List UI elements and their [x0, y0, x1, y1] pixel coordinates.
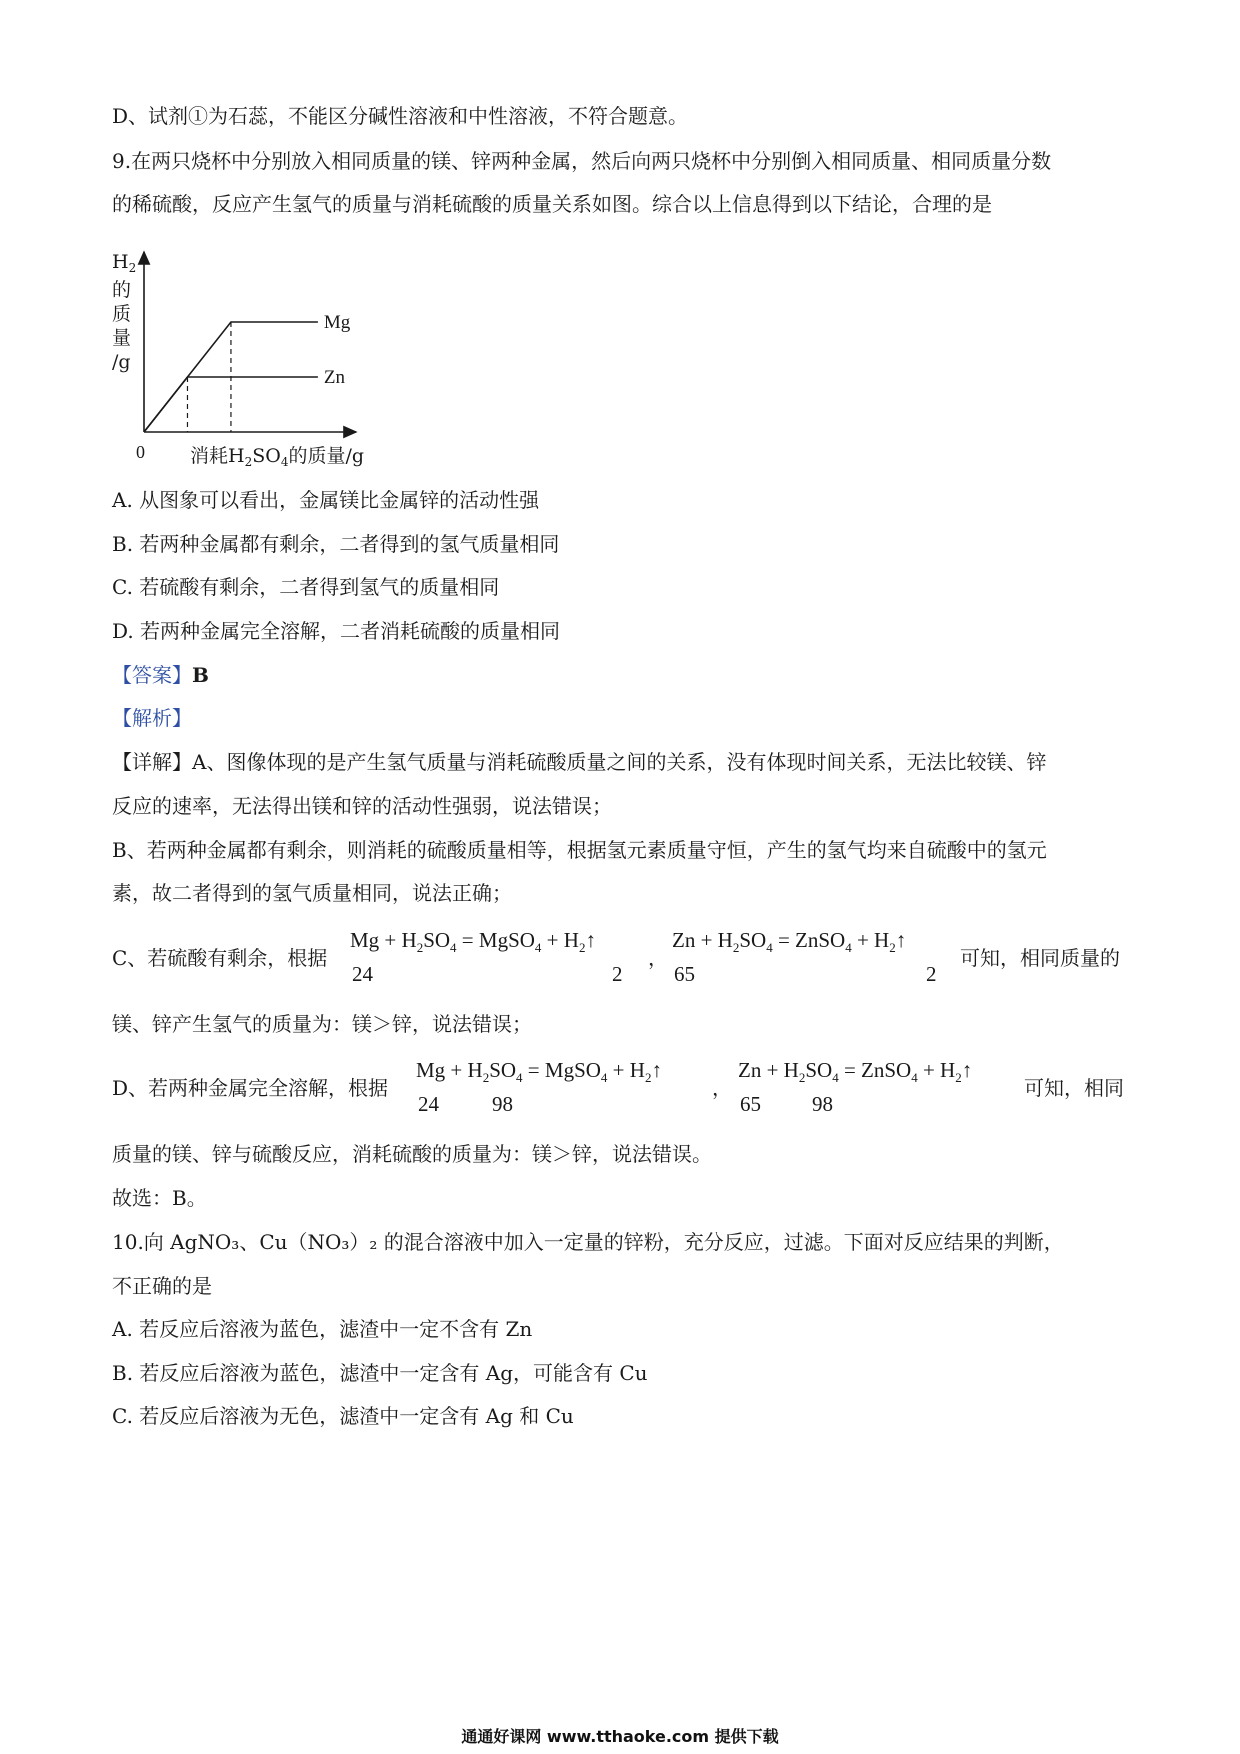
q10-option-c: C. 若反应后溶液为无色，滤渣中一定含有 Ag 和 Cu	[112, 1404, 574, 1428]
q10-stem-line-1: 10.向 AgNO₃、Cu（NO₃）₂ 的混合溶液中加入一定量的锌粉，充分反应，过滤。下面对反应结果的判断，	[112, 1230, 1064, 1254]
svg-text:/g: /g	[112, 351, 131, 373]
q9-option-b: B. 若两种金属都有剩余，二者得到的氢气质量相同	[112, 532, 560, 556]
detail-d-prefix: D、若两种金属完全溶解，根据	[112, 1076, 389, 1100]
y-axis-label	[112, 251, 136, 373]
detail-b-line-1: B、若两种金属都有剩余，则消耗的硫酸质量相等，根据氢元素质量守恒，产生的氢气均来自硫酸中的氢元	[112, 838, 1047, 862]
equation-mg-c: $Mg + H_2SO_4$ = MgSO$_4$ + $H_2↑$	[350, 928, 596, 956]
eq-mg-d-acid-mass: 98	[492, 1092, 513, 1116]
q9-stem-line-1: 9.在两只烧杯中分别放入相同质量的镁、锌两种金属，然后向两只烧杯中分别倒入相同质量、相同质量分数	[112, 149, 1052, 173]
equation-zn-d: $Zn + H_2SO_4$ = ZnSO$_4$ + $H_2↑$	[738, 1058, 973, 1086]
answer-value: B	[192, 663, 209, 687]
q10-stem-line-2: 不正确的是	[112, 1274, 212, 1298]
detail-a-line-2: 反应的速率，无法得出镁和锌的活动性强弱，说法错误；	[112, 794, 612, 818]
detail-c-line-2: 镁、锌产生氢气的质量为：镁＞锌，说法错误；	[112, 1012, 532, 1036]
eq-mg-c-metal-mass: 24	[352, 962, 373, 986]
origin-label: 0	[136, 442, 145, 462]
detail-a-line-1	[112, 748, 1130, 776]
q9-stem-line-2: 的稀硫酸，反应产生氢气的质量与消耗硫酸的质量关系如图。综合以上信息得到以下结论，合理的是	[112, 192, 992, 216]
eq-zn-c-h2-mass: 2	[926, 962, 937, 986]
svg-text:质: 质	[112, 303, 132, 325]
q9-option-d: D. 若两种金属完全溶解，二者消耗硫酸的质量相同	[112, 619, 561, 643]
detail-c-prefix: C、若硫酸有剩余，根据	[112, 946, 328, 970]
conclusion: 故选：B。	[112, 1186, 207, 1210]
equation-zn-c: $Zn + H_2SO_4$ = ZnSO$_4$ + $H_2↑$	[672, 928, 907, 956]
svg-text:H2: $H_2$	[112, 251, 137, 275]
detail-d-line-2: 质量的镁、锌与硫酸反应，消耗硫酸的质量为：镁＞锌，说法错误。	[112, 1142, 712, 1166]
h2-mass-chart	[112, 246, 402, 474]
detail-tag: 【详解】	[112, 750, 192, 774]
answer-tag: 【答案】	[112, 663, 192, 687]
x-axis-label: 消耗$H_2SO_4$的质量/g	[190, 445, 365, 469]
detail-b-line-2: 素，故二者得到的氢气质量相同，说法正确；	[112, 881, 512, 905]
detail-c-suffix: 可知，相同质量的	[960, 946, 1120, 970]
detail-d-comma: ，	[712, 1076, 732, 1100]
detail-c-comma: ，	[648, 946, 668, 970]
q8-option-d: D、试剂①为石蕊，不能区分碱性溶液和中性溶液，不符合题意。	[112, 104, 689, 128]
eq-mg-d-metal-mass: 24	[418, 1092, 439, 1116]
detail-a-text: A、图像体现的是产生氢气质量与消耗硫酸质量之间的关系，没有体现时间关系，无法比较镁、锌	[192, 750, 1047, 774]
q10-option-a: A. 若反应后溶液为蓝色，滤渣中一定不含有 Zn	[112, 1317, 533, 1341]
detail-d-suffix: 可知，相同	[1024, 1076, 1124, 1100]
footer-source: 通通好课网 www.tthaoke.com 提供下载	[461, 1727, 779, 1746]
series-label-mg: Mg	[323, 312, 351, 333]
eq-zn-d-acid-mass: 98	[812, 1092, 833, 1116]
answer-line	[112, 661, 1130, 689]
series-label-zn: Zn	[323, 367, 346, 388]
equation-mg-d: $Mg + H_2SO_4$ = MgSO$_4$ + $H_2↑$	[416, 1058, 662, 1086]
svg-text:量: 量	[112, 327, 132, 349]
eq-zn-c-metal-mass: 65	[674, 962, 695, 986]
q9-option-c: C. 若硫酸有剩余，二者得到氢气的质量相同	[112, 575, 500, 599]
eq-zn-d-metal-mass: 65	[740, 1092, 761, 1116]
analysis-tag: 【解析】	[112, 706, 192, 730]
q9-option-a: A. 从图象可以看出，金属镁比金属锌的活动性强	[112, 488, 540, 512]
eq-mg-c-h2-mass: 2	[612, 962, 623, 986]
q10-option-b: B. 若反应后溶液为蓝色，滤渣中一定含有 Ag，可能含有 Cu	[112, 1361, 648, 1385]
svg-text:的: 的	[112, 279, 132, 301]
